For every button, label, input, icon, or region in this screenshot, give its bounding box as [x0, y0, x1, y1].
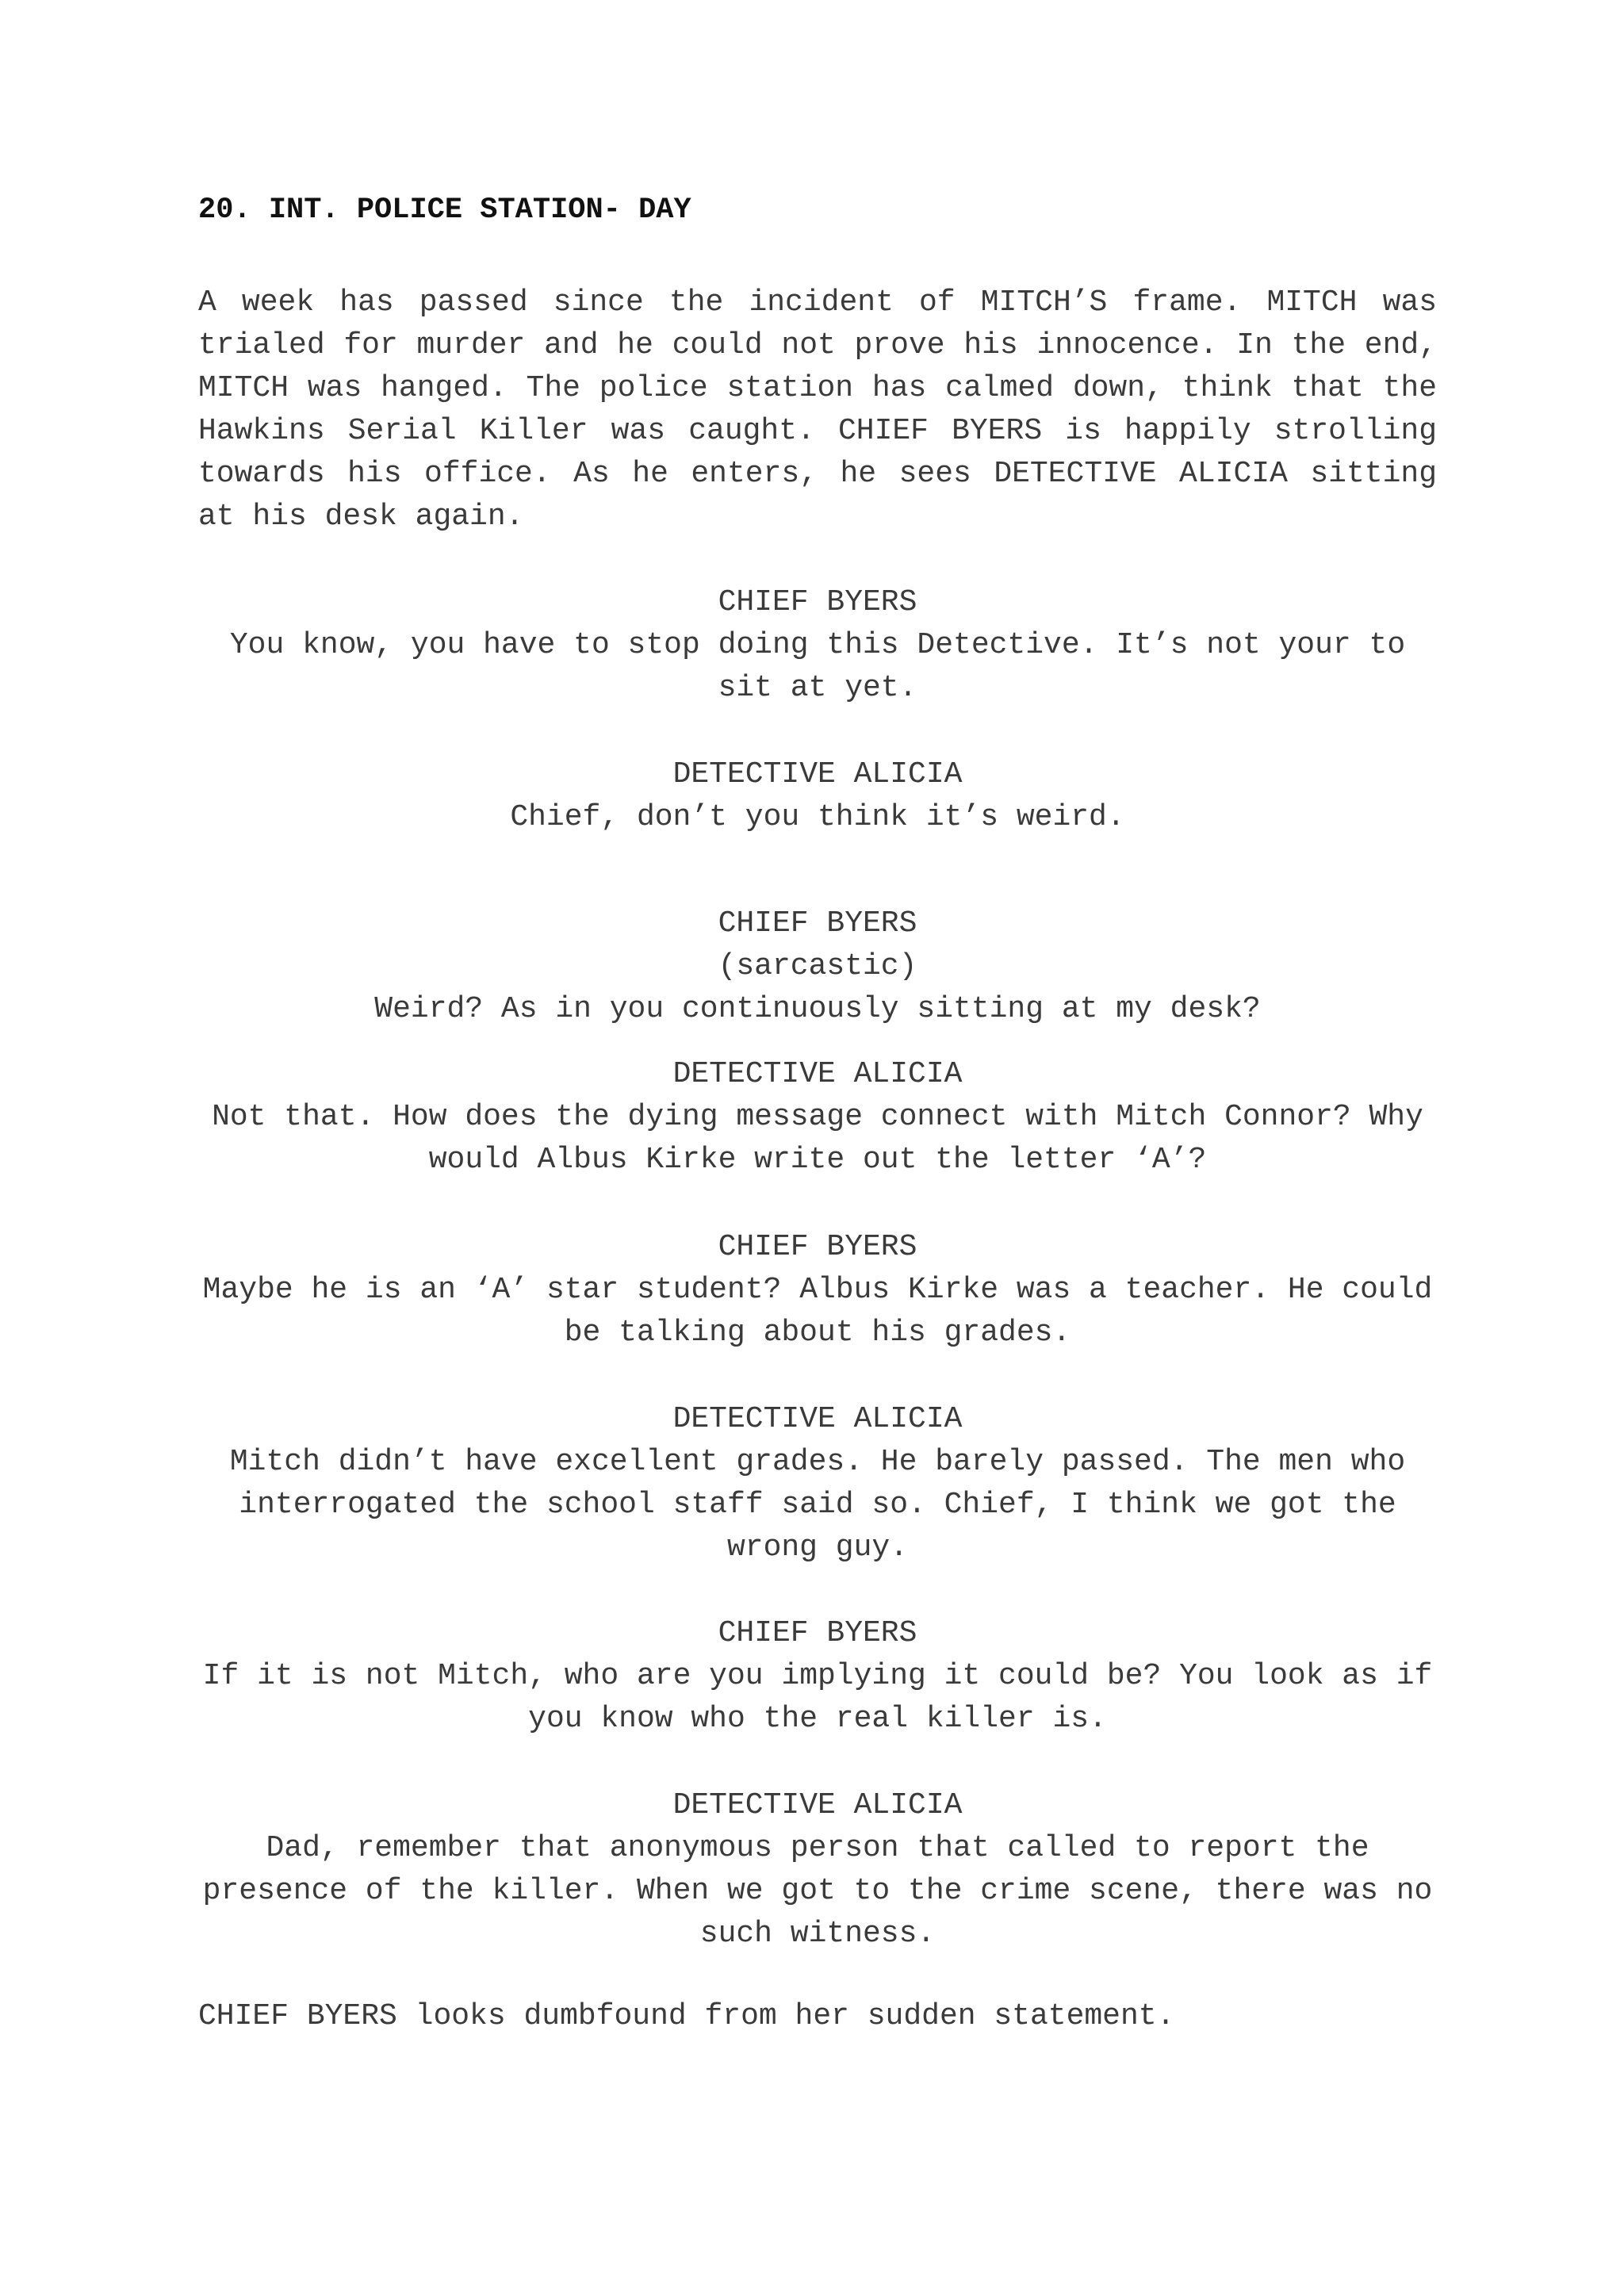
dialogue-line: If it is not Mitch, who are you implying it could be? You look as if you know who the real killer is. — [202, 1659, 1433, 1736]
dialogue-block — [198, 902, 1437, 1031]
character-name: DETECTIVE ALICIA — [672, 1788, 963, 1822]
scene-heading: 20. INT. POLICE STATION- DAY — [198, 193, 691, 227]
dialogue-block — [198, 1053, 1437, 1182]
dialogue-line: Chief, don’t you think it’s weird. — [510, 800, 1125, 834]
dialogue-block — [198, 1226, 1437, 1354]
dialogue-line: Maybe he is an ‘A’ star student? Albus Kirke was a teacher. He could be talking about his grades. — [202, 1273, 1433, 1350]
character-name: CHIEF BYERS — [718, 906, 917, 941]
dialogue-block — [198, 1398, 1437, 1569]
parenthetical: (sarcastic) — [718, 949, 917, 983]
dialogue-block — [198, 581, 1437, 710]
dialogue-line: Dad, remember that anonymous person that called to report the presence of the killer. When we got to the crime scene, there was no such witness. — [202, 1831, 1433, 1951]
character-name: CHIEF BYERS — [718, 1230, 917, 1264]
dialogue-line: You know, you have to stop doing this Detective. It’s not your to sit at yet. — [229, 628, 1406, 705]
dialogue-block — [198, 1612, 1437, 1741]
dialogue-block — [198, 1784, 1437, 1956]
character-name: CHIEF BYERS — [718, 1616, 917, 1650]
dialogue-block — [198, 753, 1437, 839]
action-paragraph: CHIEF BYERS looks dumbfound from her sudden statement. — [198, 1999, 1175, 2033]
action-paragraph: A week has passed since the incident of MITCH’S frame. MITCH was trialed for murder and he could not prove his innocence. In the end, MITCH was hanged. The police station has calmed down, think that the Hawkins Serial Killer was caught. CHIEF BYERS is happily strolling towards his office. As he enters, he sees DETECTIVE ALICIA sitting at his desk again. — [198, 285, 1437, 534]
dialogue-line: Mitch didn’t have excellent grades. He barely passed. The men who interrogated the school staff said so. Chief, I think we got the wrong guy. — [229, 1445, 1406, 1565]
character-name: DETECTIVE ALICIA — [672, 1402, 963, 1436]
character-name: DETECTIVE ALICIA — [672, 1057, 963, 1091]
character-name: DETECTIVE ALICIA — [672, 757, 963, 791]
dialogue-line: Weird? As in you continuously sitting at my desk? — [374, 992, 1261, 1026]
dialogue-line: Not that. How does the dying message connect with Mitch Connor? Why would Albus Kirke write out the letter ‘A’? — [212, 1100, 1423, 1177]
character-name: CHIEF BYERS — [718, 585, 917, 619]
